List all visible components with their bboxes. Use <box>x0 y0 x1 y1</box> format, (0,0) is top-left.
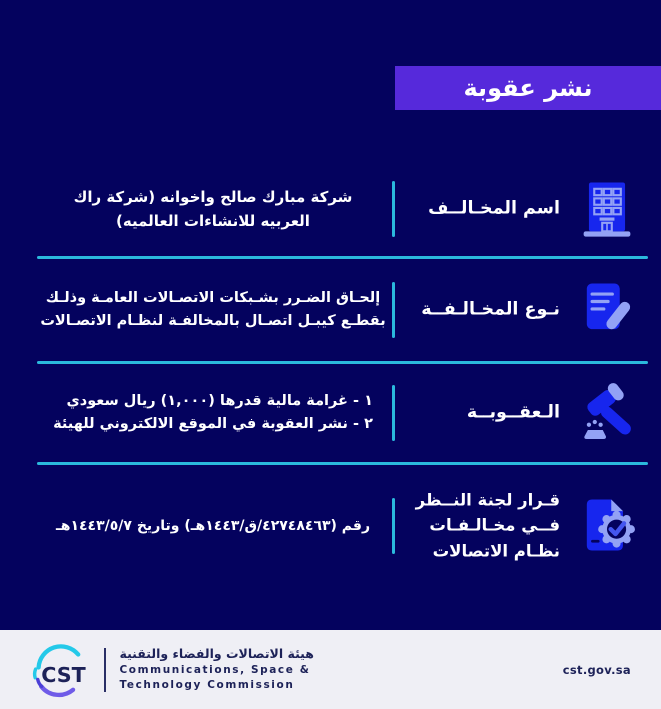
label-divider <box>392 498 395 554</box>
row-label <box>416 487 560 564</box>
row-label: اسم المخـالــف <box>428 197 560 218</box>
row-violation-type <box>0 257 661 362</box>
penalty-banner <box>395 66 661 110</box>
gavel-icon <box>573 379 641 447</box>
content-line: بقطـع كيبـل اتصـال بالمخالفـة لنظـام الاتصـالات <box>40 312 386 329</box>
footer-divider <box>104 648 106 692</box>
row-content <box>36 389 390 435</box>
contract-pen-icon <box>573 276 641 344</box>
row-committee-decision <box>0 463 661 588</box>
row-label: نـوع المخـالـفــة <box>421 298 560 319</box>
row-label: الـعقــوبــة <box>466 401 560 422</box>
label-divider <box>392 181 395 237</box>
row-content <box>36 514 390 536</box>
footer <box>0 630 661 709</box>
cst-logo-icon <box>30 642 92 698</box>
svg-text:CST: CST <box>41 662 86 687</box>
building-icon <box>573 175 641 243</box>
content-line: رقم (٤٢٧٤٨٤٦٣/ق/١٤٤٣هـ) وتاريخ ١٤٤٣/٥/٧هـ <box>55 517 371 534</box>
penalty-list <box>53 389 373 435</box>
row-content <box>36 185 390 233</box>
page-title: نشر عقوبة <box>463 74 593 102</box>
content-line: العربيه للانشاءات العالميه) <box>116 211 310 230</box>
website-url: cst.gov.sa <box>562 662 631 677</box>
content-line: شركة مبارك صالح واخوانه (شركة راك <box>73 187 353 206</box>
content-line: ٢ - نشر العقوبة في الموقع الالكتروني للهيئة <box>53 415 373 432</box>
content-line: ١ - غرامة مالية قدرها (١,٠٠٠) ريال سعودي <box>66 392 373 409</box>
approved-document-icon <box>573 492 641 560</box>
org-name-arabic: هيئة الاتصالات والفضاء والتقنية <box>119 645 314 661</box>
row-violator-name <box>0 160 661 257</box>
org-name-block <box>120 646 314 693</box>
label-line: نظـام الاتصالات <box>432 541 560 561</box>
org-name-english: Communications, Space & Technology Commission <box>119 663 311 691</box>
label-line: فــي مخـالـفـات <box>429 515 560 535</box>
label-line: قـرار لجنة النــظر <box>415 490 560 510</box>
label-divider <box>392 282 395 338</box>
row-content <box>36 286 390 332</box>
row-penalty <box>0 362 661 463</box>
content-line: إلحـاق الضـرر بشـبكات الاتصـالات العامـة وذلـك <box>45 289 381 306</box>
label-divider <box>392 385 395 441</box>
